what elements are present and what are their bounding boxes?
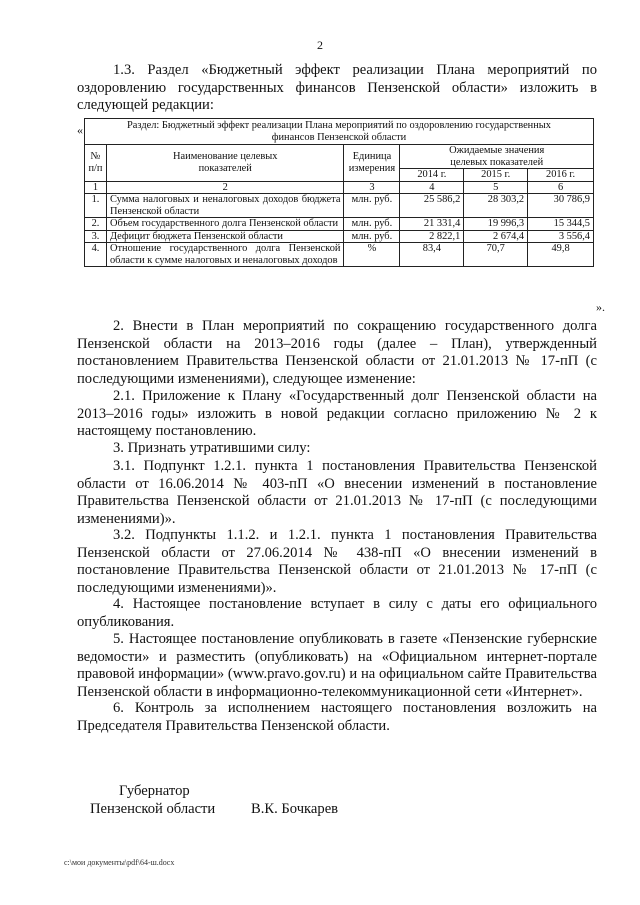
row-value-2015: 28 303,2 (464, 194, 528, 218)
row-value-2015: 2 674,4 (464, 230, 528, 243)
row-unit: млн. руб. (344, 218, 400, 231)
row-num: 4. (85, 243, 107, 267)
paragraph-4-text: 4. Настоящее постановление вступает в силу с даты его официального опубликования. (77, 596, 597, 630)
row-num: 1. (85, 194, 107, 218)
paragraph-5 (77, 631, 597, 701)
table-header-row (85, 145, 594, 169)
paragraph-2 (77, 318, 597, 388)
col-number: 3 (344, 181, 400, 194)
row-value-2014: 2 822,1 (400, 230, 464, 243)
row-value-2016: 15 344,5 (528, 218, 594, 231)
signature-title-line1: Губернатор (119, 783, 190, 799)
row-value-2016: 3 556,4 (528, 230, 594, 243)
row-num: 3. (85, 230, 107, 243)
header-name: Наименование целевых показателей (106, 145, 343, 182)
quote-open: « (77, 123, 83, 137)
paragraph-2-text: 2. Внести в План мероприятий по сокращению государственного долга Пензенской области на 2013–2016 годы (далее – План), утвержденный постановлением Правительства Пензенской области от 21.01.2013 № 17-пП (с последующими изменениями), следующее изменение: (77, 318, 597, 387)
paragraph-3-2 (77, 527, 597, 597)
paragraph-2-1 (77, 388, 597, 441)
table-row (85, 243, 594, 267)
row-value-2014: 21 331,4 (400, 218, 464, 231)
header-year-2016: 2016 г. (528, 169, 594, 182)
paragraph-3-2-text: 3.2. Подпункты 1.1.2. и 1.2.1. пункта 1 постановления Правительства Пензенской области от 27.06.2014 № 438-пП «О внесении изменений в постановление Правительства Пензенской области от 21.01.2013 № 17-пП (с последующими изменениями)». (77, 527, 597, 596)
budget-effect-table (84, 118, 594, 267)
table-col-numbers-row (85, 181, 594, 194)
paragraph-6 (77, 700, 597, 735)
table-row (85, 218, 594, 231)
paragraph-5-text: 5. Настоящее постановление опубликовать в газете «Пензенские губернские ведомости» и разместить (опубликовать) на «Официальном интернет-портале правовой информации» (www.pravo.gov.ru) и на официальном сайте Правительства Пензенской области в информационно-телекоммуникационной сети «Интернет». (77, 631, 597, 700)
row-name: Отношение государственного долга Пензенской области к сумме налоговых и неналоговых доходов (106, 243, 343, 267)
signature-name: В.К. Бочкарев (251, 801, 339, 817)
row-name: Дефицит бюджета Пензенской области (106, 230, 343, 243)
table-row (85, 194, 594, 218)
row-value-2015: 19 996,3 (464, 218, 528, 231)
paragraph-1-3-text: 1.3. Раздел «Бюджетный эффект реализации Плана мероприятий по оздоровлению государственных финансов Пензенской области» изложить в следующей редакции: (77, 62, 597, 113)
paragraph-3 (77, 440, 597, 458)
page-number: 2 (317, 38, 323, 52)
col-number: 5 (464, 181, 528, 194)
table-title-row (85, 119, 594, 145)
row-unit: млн. руб. (344, 230, 400, 243)
table-title: Раздел: Бюджетный эффект реализации Плана мероприятий по оздоровлению государственных финансов Пензенской области (85, 119, 594, 145)
col-number: 2 (106, 181, 343, 194)
paragraph-3-1-text: 3.1. Подпункт 1.2.1. пункта 1 постановления Правительства Пензенской области от 16.06.2014 № 403-пП «О внесении изменений в постановление Правительства Пензенской области от 21.01.2013 № 17-пП (с последующими изменениями)». (77, 458, 597, 527)
paragraph-4 (77, 596, 597, 631)
row-num: 2. (85, 218, 107, 231)
row-value-2015: 70,7 (464, 243, 528, 267)
col-number: 6 (528, 181, 594, 194)
row-value-2016: 49,8 (528, 243, 594, 267)
header-year-2015: 2015 г. (464, 169, 528, 182)
header-unit: Единица измерения (344, 145, 400, 182)
header-num: № п/п (85, 145, 107, 182)
paragraph-3-text: 3. Признать утратившими силу: (113, 440, 311, 456)
row-value-2014: 83,4 (400, 243, 464, 267)
row-unit: млн. руб. (344, 194, 400, 218)
row-name: Объем государственного долга Пензенской области (106, 218, 343, 231)
row-value-2014: 25 586,2 (400, 194, 464, 218)
paragraph-1-3 (77, 62, 597, 115)
header-year-2014: 2014 г. (400, 169, 464, 182)
paragraph-3-1 (77, 458, 597, 528)
footer-file-path: c:\мои документы\pdf\64-ш.docx (64, 858, 175, 867)
quote-close: ». (596, 300, 605, 314)
paragraph-6-text: 6. Контроль за исполнением настоящего постановления возложить на Председателя Правительства Пензенской области. (77, 700, 597, 734)
header-expected: Ожидаемые значения целевых показателей (400, 145, 594, 169)
row-value-2016: 30 786,9 (528, 194, 594, 218)
col-number: 1 (85, 181, 107, 194)
paragraph-2-1-text: 2.1. Приложение к Плану «Государственный долг Пензенской области на 2013–2016 годы» изложить в новой редакции согласно приложению № 2 к настоящему постановлению. (77, 388, 597, 439)
col-number: 4 (400, 181, 464, 194)
table-row (85, 230, 594, 243)
row-unit: % (344, 243, 400, 267)
signature-title-line2: Пензенской области (90, 801, 216, 817)
row-name: Сумма налоговых и неналоговых доходов бюджета Пензенской области (106, 194, 343, 218)
